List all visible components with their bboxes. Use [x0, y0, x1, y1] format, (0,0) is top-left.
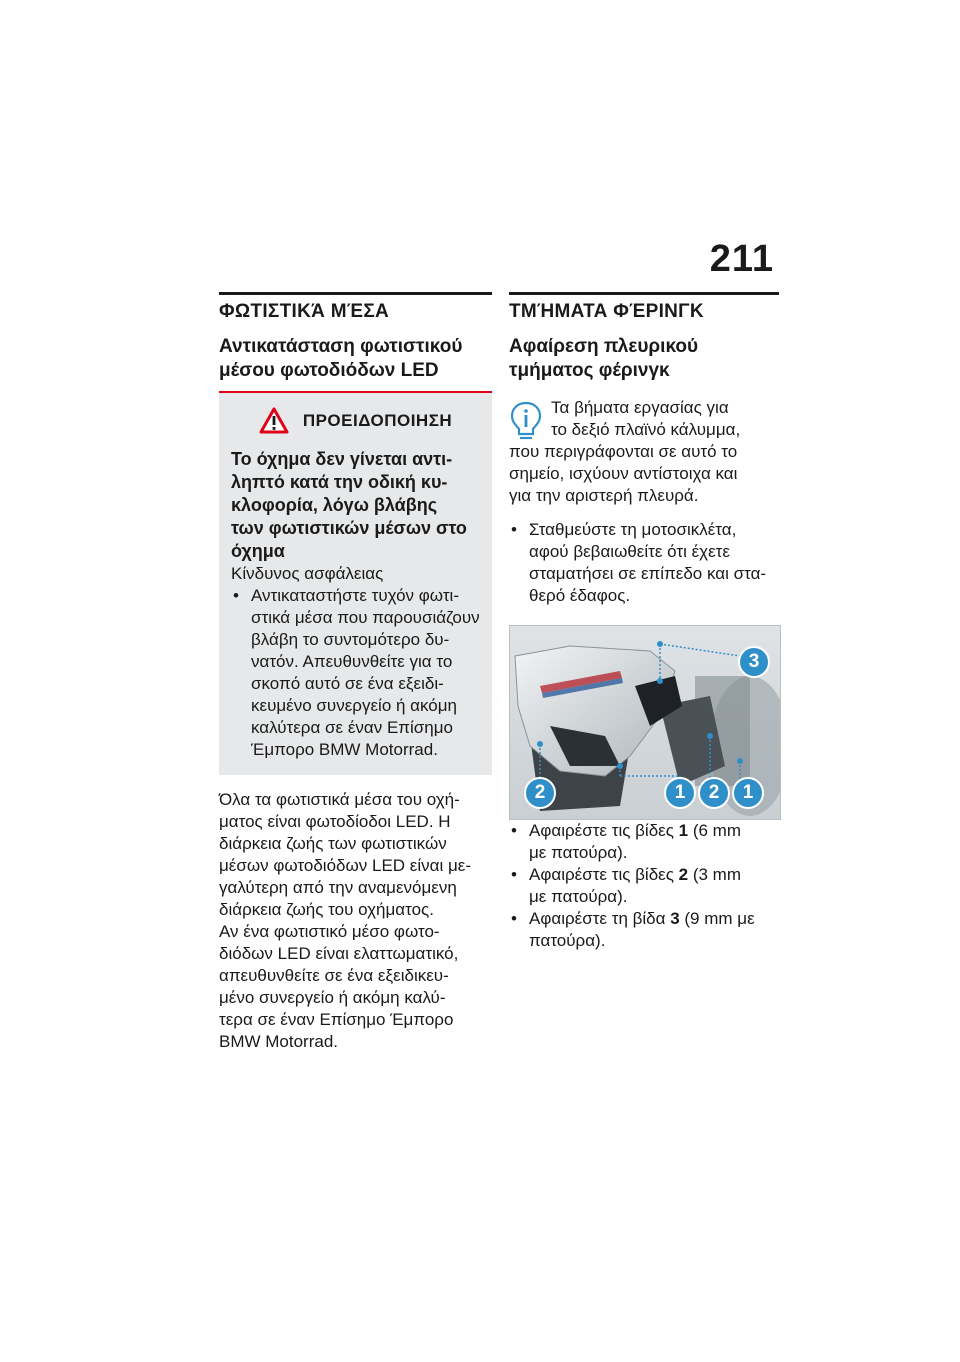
- removal-line: [529, 908, 779, 930]
- removal-text: Αφαιρέστε τις βίδες: [529, 821, 679, 840]
- callout-2-left: 2: [524, 777, 556, 809]
- paragraph-line: απευθυνθείτε σε ένα εξειδικευ-: [219, 966, 449, 985]
- removal-line: με πατούρα).: [529, 887, 628, 906]
- park-step-list: [509, 519, 779, 607]
- action-line: • Αντικαταστήστε τυχόν φωτι-: [251, 586, 459, 605]
- warning-title: ΠΡΟΕΙΔΟΠΟΙΗΣΗ: [302, 410, 453, 430]
- paragraph-line: BMW Motorrad.: [219, 1032, 339, 1051]
- screw-number: 3: [670, 909, 680, 928]
- removal-line: με πατούρα).: [529, 843, 628, 862]
- paragraph-line: διάρκεια ζωής των φωτιστικών: [219, 834, 447, 853]
- warning-line: των φωτιστικών μέσων στο: [231, 518, 467, 538]
- paragraph-line: τερα σε έναν Επίσημο Έμπορο: [219, 1010, 454, 1029]
- warning-box: [219, 393, 492, 775]
- paragraph-line: διάρκεια ζωής του οχήματος.: [219, 900, 434, 919]
- warning-line: Το όχημα δεν γίνεται αντι-: [231, 449, 453, 469]
- warning-action-item: [231, 585, 480, 761]
- sub-heading-led-replacement: [219, 335, 492, 383]
- callout-3: 3: [738, 646, 770, 678]
- page-number: 211: [709, 238, 774, 280]
- callout-2-right: 2: [698, 777, 730, 809]
- action-line: σκοπό αυτό σε ένα εξειδι-: [251, 674, 444, 693]
- warning-header: [231, 407, 480, 434]
- paragraph-line: μέσων φωτοδιόδων LED είναι με-: [219, 856, 472, 875]
- removal-step-3: [509, 908, 779, 952]
- action-line: στικά μέσα που παρουσιάζουν: [251, 608, 480, 627]
- callout-1-center: 1: [664, 777, 696, 809]
- step-line: θερό έδαφος.: [529, 586, 631, 605]
- paragraph-line: ματος είναι φωτοδίοδοι LED. Η: [219, 812, 451, 831]
- section-title-lighting: ΦΩΤΙΣΤΙΚΆ ΜΈΣΑ: [219, 301, 390, 322]
- step-line: αφού βεβαιωθείτε ότι έχετε: [529, 542, 730, 561]
- section-rule: [219, 292, 492, 295]
- action-line: καλύτερα σε έναν Επίσημο: [251, 718, 453, 737]
- screw-number: 1: [678, 821, 689, 840]
- paragraph-line: μένο συνεργείο ή ακόμη καλύ-: [219, 988, 446, 1007]
- left-column: [219, 292, 492, 1053]
- section-title-fairing: ΤΜΉΜΑΤΑ ΦΈΡΙΝΓΚ: [509, 301, 704, 322]
- removal-step-1: [509, 820, 779, 864]
- info-line: το δεξιό πλαϊνό κάλυμμα,: [551, 420, 741, 439]
- action-line: βλάβη το συντομότερο δυ-: [251, 630, 450, 649]
- info-note: [509, 397, 779, 507]
- sub-heading-fairing-removal: [509, 335, 779, 383]
- paragraph-line: Όλα τα φωτιστικά μέσα του οχή-: [219, 790, 460, 809]
- warning-line: όχημα: [231, 541, 285, 561]
- heading-line: τμήματος φέρινγκ: [509, 360, 670, 381]
- removal-step-2: [509, 864, 779, 908]
- warning-triangle-icon: [259, 407, 289, 434]
- step-line: • Σταθμεύστε τη μοτοσικλέτα,: [529, 520, 737, 539]
- action-line: νατόν. Απευθυνθείτε για το: [251, 652, 453, 671]
- danger-label: Κίνδυνος ασφάλειας: [231, 564, 384, 583]
- right-column: [509, 292, 779, 952]
- fairing-figure: [509, 625, 781, 820]
- info-icon: [509, 401, 543, 441]
- action-line: κευμένο συνεργείο ή ακόμη: [251, 696, 458, 715]
- removal-spec: (9 mm με: [679, 909, 755, 928]
- section-rule: [509, 292, 779, 295]
- heading-line: Αφαίρεση πλευρικού: [509, 336, 699, 357]
- paragraph-line: διόδων LED είναι ελαττωματικό,: [219, 944, 459, 963]
- step-line: σταματήσει σε επίπεδο και στα-: [529, 564, 767, 583]
- removal-text: Αφαιρέστε τις βίδες: [529, 865, 679, 884]
- removal-line: [529, 864, 779, 886]
- heading-line: Αντικατάσταση φωτιστικού: [219, 336, 463, 357]
- led-paragraph: [219, 789, 492, 1053]
- removal-line: [529, 820, 779, 842]
- info-line: που περιγράφονται σε αυτό το: [509, 442, 738, 461]
- info-line: για την αριστερή πλευρά.: [509, 486, 699, 505]
- park-step-item: [509, 519, 779, 607]
- warning-line: κλοφορία, λόγω βλάβης: [231, 495, 438, 515]
- removal-line: πατούρα).: [529, 931, 606, 950]
- screw-number: 2: [678, 865, 689, 884]
- info-line: Τα βήματα εργασίας για: [551, 398, 729, 417]
- removal-text: Αφαιρέστε τη βίδα: [529, 909, 671, 928]
- heading-line: μέσου φωτοδιόδων LED: [219, 360, 439, 381]
- callout-1-right: 1: [732, 777, 764, 809]
- removal-spec: (3 mm: [688, 865, 742, 884]
- paragraph-line: Αν ένα φωτιστικό μέσο φωτο-: [219, 922, 440, 941]
- warning-statement: [231, 448, 480, 563]
- info-line: σημείο, ισχύουν αντίστοιχα και: [509, 464, 738, 483]
- warning-action-list: [231, 585, 480, 761]
- warning-line: ληπτό κατά την οδική κυ-: [231, 472, 448, 492]
- screw-removal-list: [509, 820, 779, 952]
- action-line: Έμπορο BMW Motorrad.: [251, 740, 438, 759]
- paragraph-line: γαλύτερη από την αναμενόμενη: [219, 878, 457, 897]
- removal-spec: (6 mm: [688, 821, 742, 840]
